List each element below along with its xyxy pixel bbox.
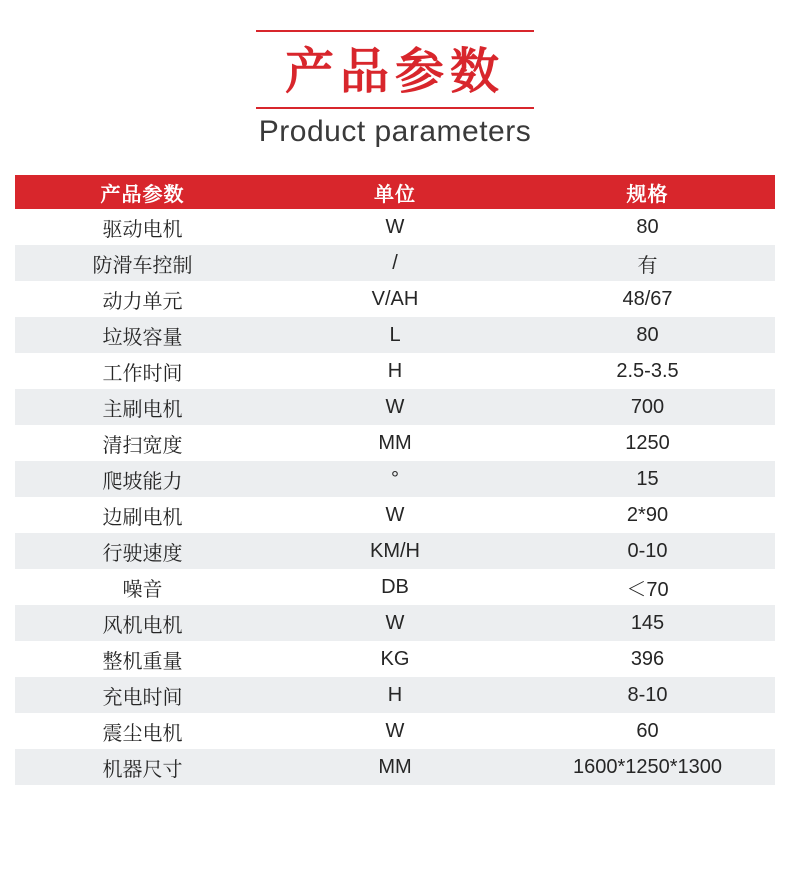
page-title-en: Product parameters — [258, 115, 532, 149]
cell-value: 2*90 — [520, 497, 775, 533]
cell-unit: H — [270, 677, 520, 713]
cell-value: 80 — [520, 209, 775, 245]
cell-name: 工作时间 — [15, 353, 270, 389]
spec-table — [15, 175, 775, 785]
cell-value: 396 — [520, 641, 775, 677]
table-row — [15, 317, 775, 353]
cell-unit: W — [270, 209, 520, 245]
table-row — [15, 569, 775, 605]
table-header-row — [15, 175, 775, 209]
table-row — [15, 353, 775, 389]
cell-unit: KG — [270, 641, 520, 677]
spec-table-body — [15, 209, 775, 785]
cell-unit: H — [270, 353, 520, 389]
column-header-value: 规格 — [520, 175, 775, 209]
table-row — [15, 461, 775, 497]
cell-value: ＜70 — [520, 569, 775, 605]
cell-unit: W — [270, 389, 520, 425]
spec-table-container — [15, 175, 775, 785]
cell-unit: MM — [270, 425, 520, 461]
cell-unit: / — [270, 245, 520, 281]
cell-name: 主刷电机 — [15, 389, 270, 425]
table-row — [15, 425, 775, 461]
table-row — [15, 281, 775, 317]
cell-name: 爬坡能力 — [15, 461, 270, 497]
cell-value: 80 — [520, 317, 775, 353]
table-row — [15, 533, 775, 569]
spec-table-head — [15, 175, 775, 209]
page-title-cn: 产品参数 — [284, 45, 505, 99]
cell-name: 垃圾容量 — [15, 317, 270, 353]
cell-name: 行驶速度 — [15, 533, 270, 569]
cell-name: 震尘电机 — [15, 713, 270, 749]
table-row — [15, 605, 775, 641]
page-header — [0, 0, 790, 149]
cell-name: 机器尺寸 — [15, 749, 270, 785]
cell-unit: KM/H — [270, 533, 520, 569]
column-header-name: 产品参数 — [15, 175, 270, 209]
cell-value: 1250 — [520, 425, 775, 461]
table-row — [15, 389, 775, 425]
cell-name: 清扫宽度 — [15, 425, 270, 461]
cell-name: 动力单元 — [15, 281, 270, 317]
title-top-rule — [256, 30, 534, 32]
cell-value: 60 — [520, 713, 775, 749]
cell-unit: V/AH — [270, 281, 520, 317]
cell-value: 700 — [520, 389, 775, 425]
cell-value: 48/67 — [520, 281, 775, 317]
table-row — [15, 245, 775, 281]
cell-unit: ° — [270, 461, 520, 497]
cell-unit: MM — [270, 749, 520, 785]
cell-name: 驱动电机 — [15, 209, 270, 245]
cell-name: 整机重量 — [15, 641, 270, 677]
cell-value: 0-10 — [520, 533, 775, 569]
cell-value: 145 — [520, 605, 775, 641]
table-row — [15, 641, 775, 677]
cell-name: 防滑车控制 — [15, 245, 270, 281]
cell-name: 边刷电机 — [15, 497, 270, 533]
cell-value: 8-10 — [520, 677, 775, 713]
cell-unit: DB — [270, 569, 520, 605]
cell-unit: L — [270, 317, 520, 353]
column-header-unit: 单位 — [270, 175, 520, 209]
cell-unit: W — [270, 497, 520, 533]
table-row — [15, 749, 775, 785]
cell-name: 噪音 — [15, 569, 270, 605]
table-row — [15, 713, 775, 749]
title-bottom-rule — [256, 107, 534, 109]
table-row — [15, 209, 775, 245]
cell-unit: W — [270, 713, 520, 749]
table-row — [15, 497, 775, 533]
cell-value: 2.5-3.5 — [520, 353, 775, 389]
cell-value: 1600*1250*1300 — [520, 749, 775, 785]
table-row — [15, 677, 775, 713]
cell-name: 充电时间 — [15, 677, 270, 713]
cell-value: 15 — [520, 461, 775, 497]
cell-name: 风机电机 — [15, 605, 270, 641]
cell-unit: W — [270, 605, 520, 641]
cell-value: 有 — [520, 245, 775, 281]
